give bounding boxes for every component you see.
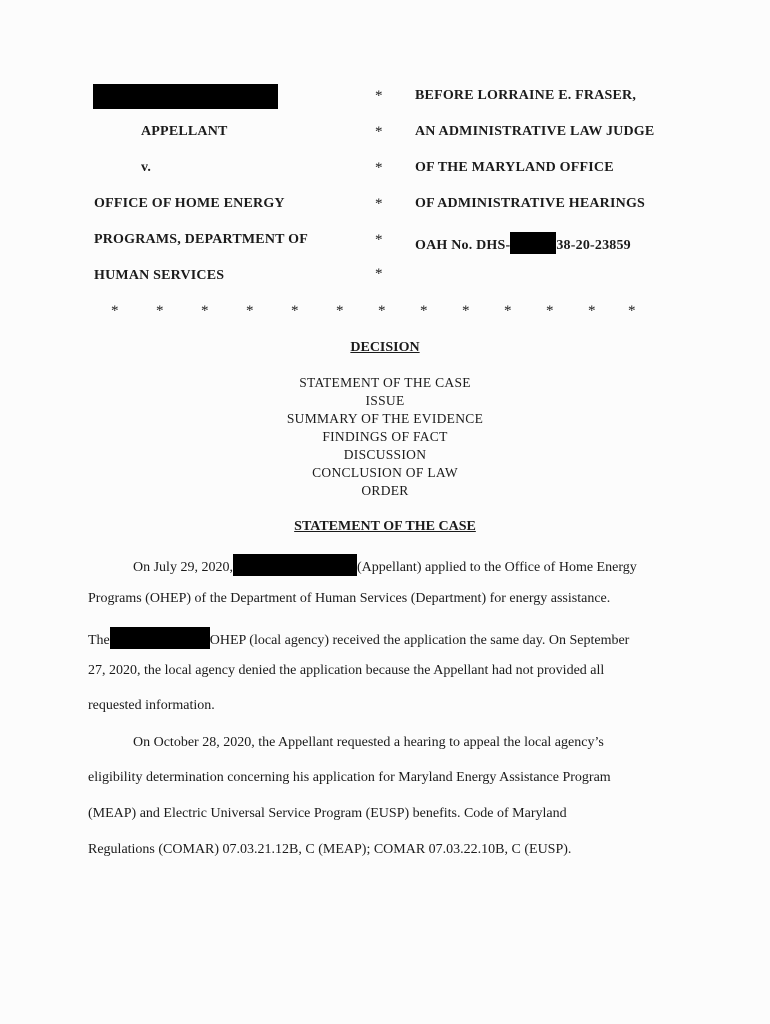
- divider-star: *: [378, 303, 386, 319]
- caption-separator: *: [375, 124, 383, 140]
- paragraph-1-line-4: 27, 2020, the local agency denied the application because the Appellant had not provided all: [88, 663, 605, 678]
- redacted-appellant-name: [93, 84, 278, 109]
- paragraph-1-line-3: [88, 627, 629, 649]
- caption-separator: *: [375, 266, 383, 282]
- appellant-label: APPELLANT: [141, 124, 228, 139]
- divider-star: *: [201, 303, 209, 319]
- redacted-appellant-name-inline: [233, 554, 357, 576]
- paragraph-2-line-3: (MEAP) and Electric Universal Service Program (EUSP) benefits. Code of Maryland: [88, 806, 567, 821]
- toc-entry: STATEMENT OF THE CASE: [299, 375, 471, 390]
- redacted-local-agency: [110, 627, 210, 649]
- versus-label: v.: [141, 160, 152, 175]
- paragraph-1-line-1-end: (Appellant) applied to the Office of Home Energy: [356, 560, 637, 575]
- divider-star: *: [546, 303, 554, 319]
- caption-separator: *: [375, 232, 383, 248]
- caption-separator: *: [375, 160, 383, 176]
- decision-title: DECISION: [350, 340, 420, 355]
- divider-star: *: [111, 303, 119, 319]
- judge-line-4: OF ADMINISTRATIVE HEARINGS: [415, 196, 646, 211]
- redacted-case-number-part: [510, 232, 556, 254]
- toc-entry: DISCUSSION: [343, 447, 427, 462]
- judge-line-2: AN ADMINISTRATIVE LAW JUDGE: [415, 124, 655, 139]
- paragraph-1-line-3-end: OHEP (local agency) received the application the same day. On September: [209, 633, 630, 648]
- paragraph-1-line-1-start: On July 29, 2020,: [133, 560, 233, 575]
- toc-entry: ISSUE: [365, 393, 405, 408]
- paragraph-2-line-4: Regulations (COMAR) 07.03.21.12B, C (MEAP); COMAR 07.03.22.10B, C (EUSP).: [88, 842, 572, 857]
- respondent-line-3: HUMAN SERVICES: [94, 268, 225, 283]
- respondent-line-2: PROGRAMS, DEPARTMENT OF: [94, 232, 308, 247]
- caption-separator: *: [375, 88, 383, 104]
- respondent-line-1: OFFICE OF HOME ENERGY: [94, 196, 285, 211]
- divider-star: *: [336, 303, 344, 319]
- divider-star: *: [504, 303, 512, 319]
- judge-line-3: OF THE MARYLAND OFFICE: [415, 160, 614, 175]
- judge-line-1: BEFORE LORRAINE E. FRASER,: [415, 88, 637, 103]
- divider-star: *: [462, 303, 470, 319]
- paragraph-1-line-1: [133, 554, 637, 576]
- divider-star: *: [246, 303, 254, 319]
- toc-entry: FINDINGS OF FACT: [322, 429, 448, 444]
- paragraph-2-line-2: eligibility determination concerning his application for Maryland Energy Assistance Program: [88, 770, 611, 785]
- paragraph-1-line-5: requested information.: [88, 698, 215, 713]
- paragraph-2-line-1: On October 28, 2020, the Appellant requested a hearing to appeal the local agency’s: [133, 735, 604, 750]
- case-number-prefix: OAH No. DHS-: [415, 238, 511, 253]
- paragraph-1-line-2: Programs (OHEP) of the Department of Human Services (Department) for energy assistance.: [88, 591, 611, 606]
- toc-entry: ORDER: [361, 483, 409, 498]
- case-number: [415, 232, 631, 254]
- toc-entry: CONCLUSION OF LAW: [312, 465, 458, 480]
- case-number-suffix: 38-20-23859: [556, 238, 631, 253]
- toc-entry: SUMMARY OF THE EVIDENCE: [286, 411, 484, 426]
- divider-star: *: [628, 303, 636, 319]
- caption-separator: *: [375, 196, 383, 212]
- divider-star: *: [291, 303, 299, 319]
- section-heading: STATEMENT OF THE CASE: [294, 519, 476, 534]
- paragraph-1-line-3-start: The: [88, 633, 110, 648]
- divider-star: *: [156, 303, 164, 319]
- divider-star: *: [420, 303, 428, 319]
- divider-star: *: [588, 303, 596, 319]
